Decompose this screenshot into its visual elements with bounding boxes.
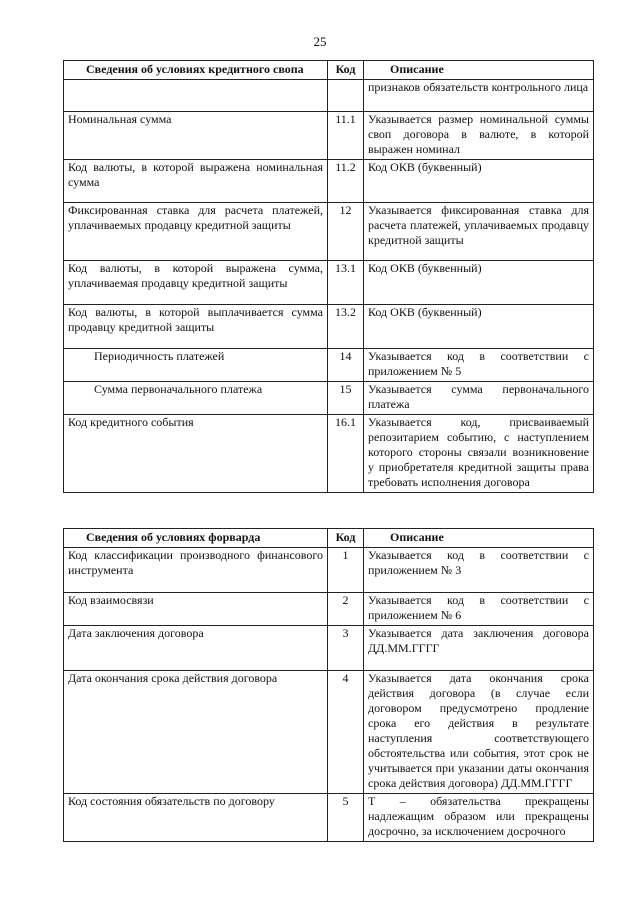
table-header-row: [64, 61, 594, 80]
table-row: [64, 415, 594, 493]
row-description: признаков обязательств контрольного лица: [364, 80, 594, 112]
row-description: Указывается код в соответствии с приложением № 3: [364, 548, 594, 593]
row-name: Код валюты, в которой выражена сумма, уплачиваемая продавцу кредитной защиты: [64, 261, 328, 305]
column-header-description: Описание: [364, 529, 594, 548]
column-header-code: Код: [328, 61, 364, 80]
row-name: Номинальная сумма: [64, 112, 328, 160]
table-row: [64, 160, 594, 203]
row-description: Указывается код, присваиваемый репозитарием событию, с наступлением которого стороны связали возникновение у приобретателя кредитной защиты права требовать исполнения договора: [364, 415, 594, 493]
credit-swap-terms-table: [63, 60, 594, 493]
page-number: 25: [313, 34, 327, 49]
row-name: Код состояния обязательств по договору: [64, 794, 328, 842]
table-row: [64, 626, 594, 671]
table-row: [64, 203, 594, 261]
row-code: 13.2: [328, 305, 364, 349]
table-row: [64, 794, 594, 842]
table-row: [64, 349, 594, 382]
row-description: Указывается дата заключения договора ДД.ММ.ГГГГ: [364, 626, 594, 671]
row-code: 14: [328, 349, 364, 382]
row-description: Указывается дата окончания срока действия договора (в случае если договором предусмотрено продление срока его действия в результате наступления соответствующего обстоятельства или события, этот срок не учитывается при указании даты окончания срока действия договора) ДД.ММ.ГГГГ: [364, 671, 594, 794]
row-name: Код валюты, в которой выражена номинальная сумма: [64, 160, 328, 203]
row-description: Указывается фиксированная ставка для расчета платежей, уплачиваемых продавцу кредитной защиты: [364, 203, 594, 261]
column-header-description: Описание: [364, 61, 594, 80]
row-description: Т – обязательства прекращены надлежащим образом или прекращены досрочно, за исключением досрочного: [364, 794, 594, 842]
row-code: 4: [328, 671, 364, 794]
row-name: Периодичность платежей: [64, 349, 328, 382]
forward-terms-table: [63, 528, 594, 842]
row-name: Дата заключения договора: [64, 626, 328, 671]
row-code: 11.2: [328, 160, 364, 203]
row-description: Код ОКВ (буквенный): [364, 261, 594, 305]
row-name: Код классификации производного финансового инструмента: [64, 548, 328, 593]
column-header-terms: Сведения об условиях кредитного свопа: [64, 61, 328, 80]
row-name: Сумма первоначального платежа: [64, 382, 328, 415]
table-header-row: [64, 529, 594, 548]
row-description: Код ОКВ (буквенный): [364, 305, 594, 349]
column-header-code: Код: [328, 529, 364, 548]
row-name: Код кредитного события: [64, 415, 328, 493]
row-name: Фиксированная ставка для расчета платежей, уплачиваемых продавцу кредитной защиты: [64, 203, 328, 261]
row-name: Код взаимосвязи: [64, 593, 328, 626]
row-code: 16.1: [328, 415, 364, 493]
row-name: Дата окончания срока действия договора: [64, 671, 328, 794]
table-row: [64, 593, 594, 626]
row-code: [328, 80, 364, 112]
row-description: Код ОКВ (буквенный): [364, 160, 594, 203]
table-row: [64, 261, 594, 305]
table-row: [64, 548, 594, 593]
row-code: 11.1: [328, 112, 364, 160]
row-name: Код валюты, в которой выплачивается сумма продавцу кредитной защиты: [64, 305, 328, 349]
column-header-terms: Сведения об условиях форварда: [64, 529, 328, 548]
row-name: [64, 80, 328, 112]
row-code: 3: [328, 626, 364, 671]
row-description: Указывается сумма первоначального платежа: [364, 382, 594, 415]
row-code: 15: [328, 382, 364, 415]
table-row: [64, 382, 594, 415]
row-code: 5: [328, 794, 364, 842]
table-row: [64, 671, 594, 794]
row-description: Указывается код в соответствии с приложением № 6: [364, 593, 594, 626]
row-description: Указывается размер номинальной суммы своп договора в валюте, в которой выражен номинал: [364, 112, 594, 160]
table-row: [64, 80, 594, 112]
row-code: 13.1: [328, 261, 364, 305]
table-row: [64, 305, 594, 349]
row-code: 1: [328, 548, 364, 593]
row-description: Указывается код в соответствии с приложением № 5: [364, 349, 594, 382]
row-code: 2: [328, 593, 364, 626]
table-row: [64, 112, 594, 160]
row-code: 12: [328, 203, 364, 261]
